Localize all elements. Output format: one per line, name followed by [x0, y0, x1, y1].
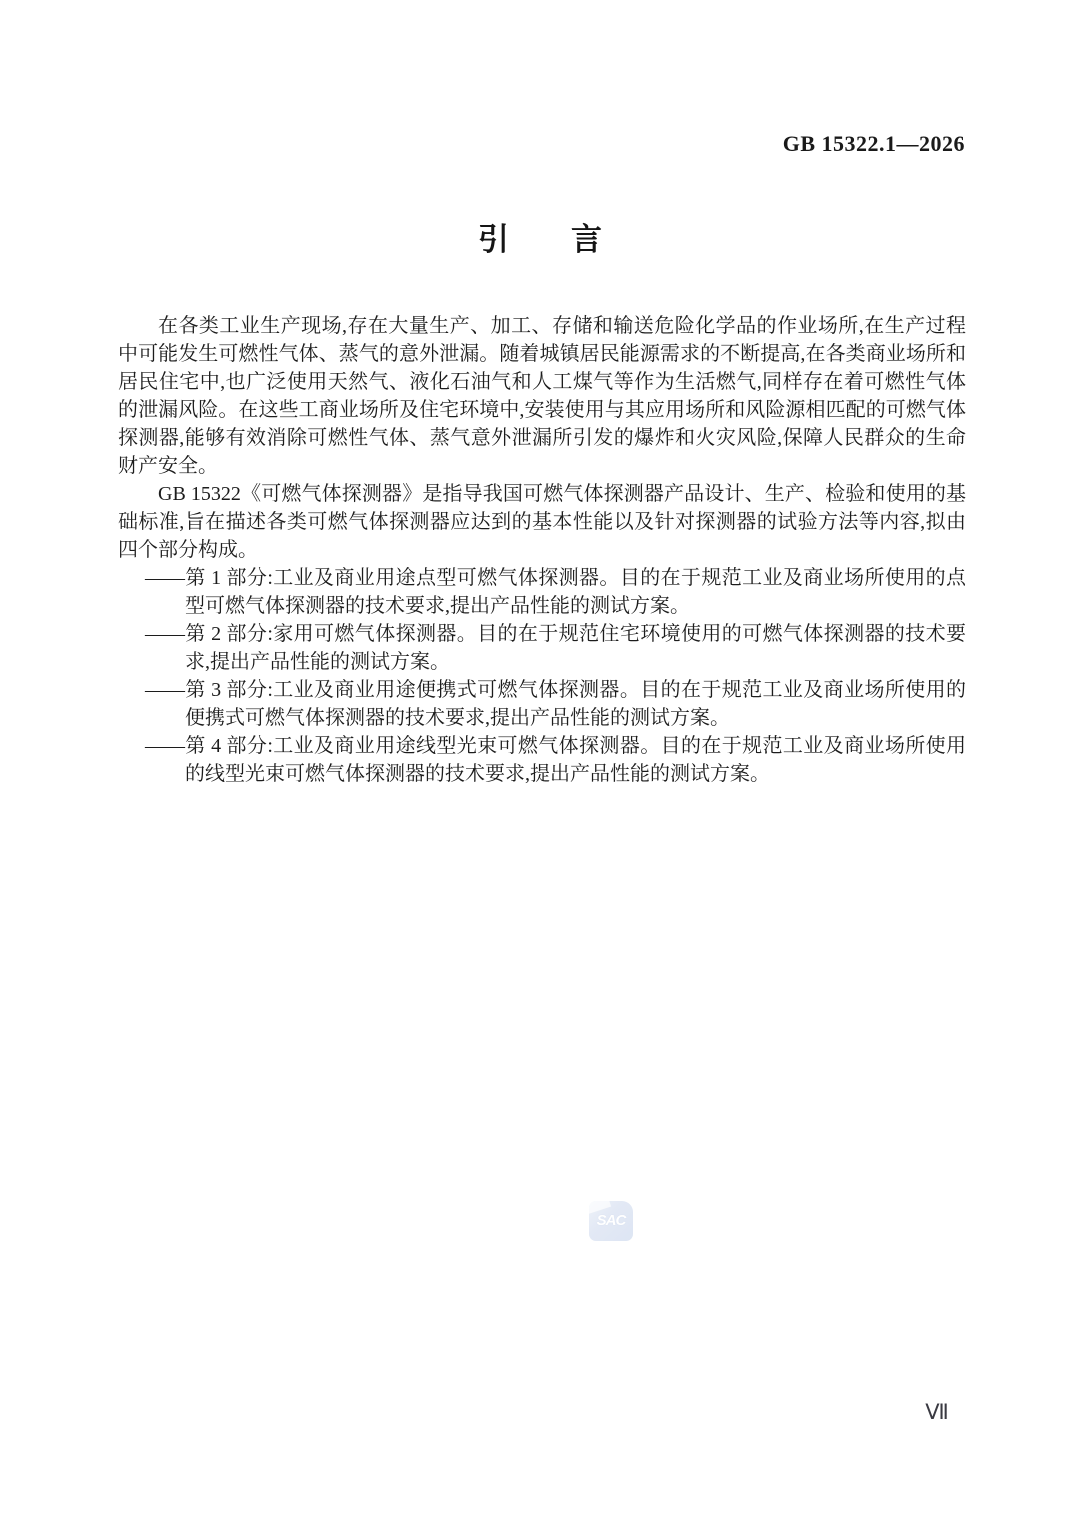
- sac-logo-watermark: [589, 1201, 633, 1241]
- part-list-item-2: ——第 2 部分:家用可燃气体探测器。目的在于规范住宅环境使用的可燃气体探测器的技术要求,提出产品性能的测试方案。: [145, 623, 966, 673]
- part-list-item-1: ——第 1 部分:工业及商业用途点型可燃气体探测器。目的在于规范工业及商业场所使用的点型可燃气体探测器的技术要求,提出产品性能的测试方案。: [145, 567, 966, 617]
- standard-number: GB 15322.1—2026: [782, 131, 965, 156]
- sac-logo-text: SAC: [596, 1212, 626, 1229]
- part-list-item-4: ——第 4 部分:工业及商业用途线型光束可燃气体探测器。目的在于规范工业及商业场所使用的线型光束可燃气体探测器的技术要求,提出产品性能的测试方案。: [145, 735, 966, 785]
- page-number: Ⅶ: [925, 1400, 949, 1424]
- document-body: [118, 312, 966, 788]
- intro-paragraph-2: GB 15322《可燃气体探测器》是指导我国可燃气体探测器产品设计、生产、检验和使用的基础标准,旨在描述各类可燃气体探测器应达到的基本性能以及针对探测器的试验方法等内容,拟由四个部分构成。: [118, 483, 966, 561]
- page-title: 引 言: [478, 222, 602, 257]
- intro-paragraph-1: 在各类工业生产现场,存在大量生产、加工、存储和输送危险化学品的作业场所,在生产过程中可能发生可燃性气体、蒸气的意外泄漏。随着城镇居民能源需求的不断提高,在各类商业场所和居民住宅中,也广泛使用天然气、液化石油气和人工煤气等作为生活燃气,同样存在着可燃性气体的泄漏风险。在这些工商业场所及住宅环境中,安装使用与其应用场所和风险源相匹配的可燃气体探测器,能够有效消除可燃性气体、蒸气意外泄漏所引发的爆炸和火灾风险,保障人民群众的生命财产安全。: [118, 315, 966, 477]
- part-list-item-3: ——第 3 部分:工业及商业用途便携式可燃气体探测器。目的在于规范工业及商业场所使用的便携式可燃气体探测器的技术要求,提出产品性能的测试方案。: [145, 679, 966, 729]
